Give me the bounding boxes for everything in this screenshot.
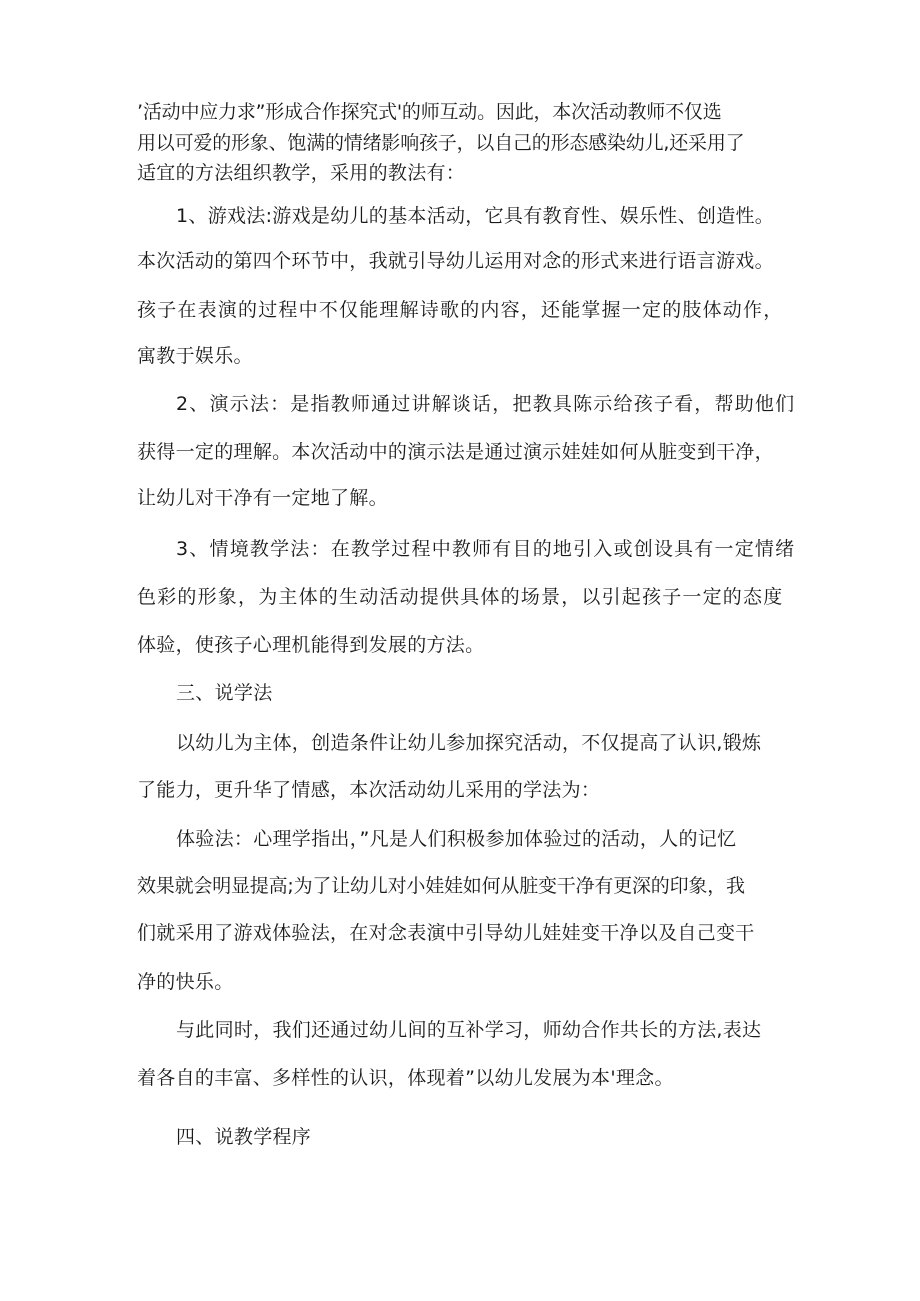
text-line: 3、情境教学法：在教学过程中教师有目的地引入或创设具有一定情绪 — [176, 538, 796, 560]
text-line: 效果就会明显提高;为了让幼儿对小娃娃如何从脏变干净有更深的印象，我 — [137, 875, 745, 897]
text-line: 着各自的丰富、多样性的认识，体现着”以幼儿发展为本'理念。 — [137, 1067, 674, 1089]
text-line: 净的快乐。 — [137, 971, 234, 993]
text-line: 孩子在表演的过程中不仅能理解诗歌的内容，还能掌握一定的肢体动作， — [137, 299, 784, 321]
text-line: 让幼儿对干净有一定地了解。 — [137, 487, 388, 509]
text-line: 本次活动的第四个环节中，我就引导幼儿运用对念的形式来进行语言游戏。 — [137, 250, 774, 272]
text-line: 用以可爱的形象、饱满的情绪影响孩子，以自己的形态感染幼儿,还采用了 — [137, 132, 745, 154]
text-line: 色彩的形象，为主体的生动活动提供具体的场景，以引起孩子一定的态度 — [137, 586, 784, 608]
text-line: 们就采用了游戏体验法，在对念表演中引导幼儿娃娃变干净以及自己变干 — [137, 922, 755, 944]
section-heading: 四、说教学程序 — [176, 1126, 312, 1148]
text-line: 体验，使孩子心理机能得到发展的方法。 — [137, 634, 485, 656]
text-line: 以幼儿为主体，创造条件让幼儿参加探究活动，不仅提高了认识,锻炼 — [176, 732, 762, 754]
text-line: ’活动中应力求”形成合作探究式'的师互动。因此，本次活动教师不仅选 — [137, 101, 722, 123]
text-line: 寓教于娱乐。 — [137, 345, 253, 367]
text-line: 2、演示法：是指教师通过讲解谈话，把教具陈示给孩子看，帮助他们 — [176, 393, 796, 415]
text-line: 1、游戏法:游戏是幼儿的基本活动，它具有教育性、娱乐性、创造性。 — [176, 205, 775, 227]
text-line: 适宜的方法组织教学，采用的教法有： — [137, 162, 466, 184]
text-line: 了能力，更升华了情感，本次活动幼儿采用的学法为： — [137, 779, 601, 801]
text-line: 与此同时，我们还通过幼儿间的互补学习，师幼合作共长的方法,表达 — [176, 1019, 762, 1041]
text-line: 体验法：心理学指出，”凡是人们积极参加体验过的活动，人的记忆 — [176, 828, 737, 850]
section-heading: 三、说学法 — [176, 682, 273, 704]
text-line: 获得一定的理解。本次活动中的演示法是通过演示娃娃如何从脏变到干净， — [137, 441, 774, 463]
